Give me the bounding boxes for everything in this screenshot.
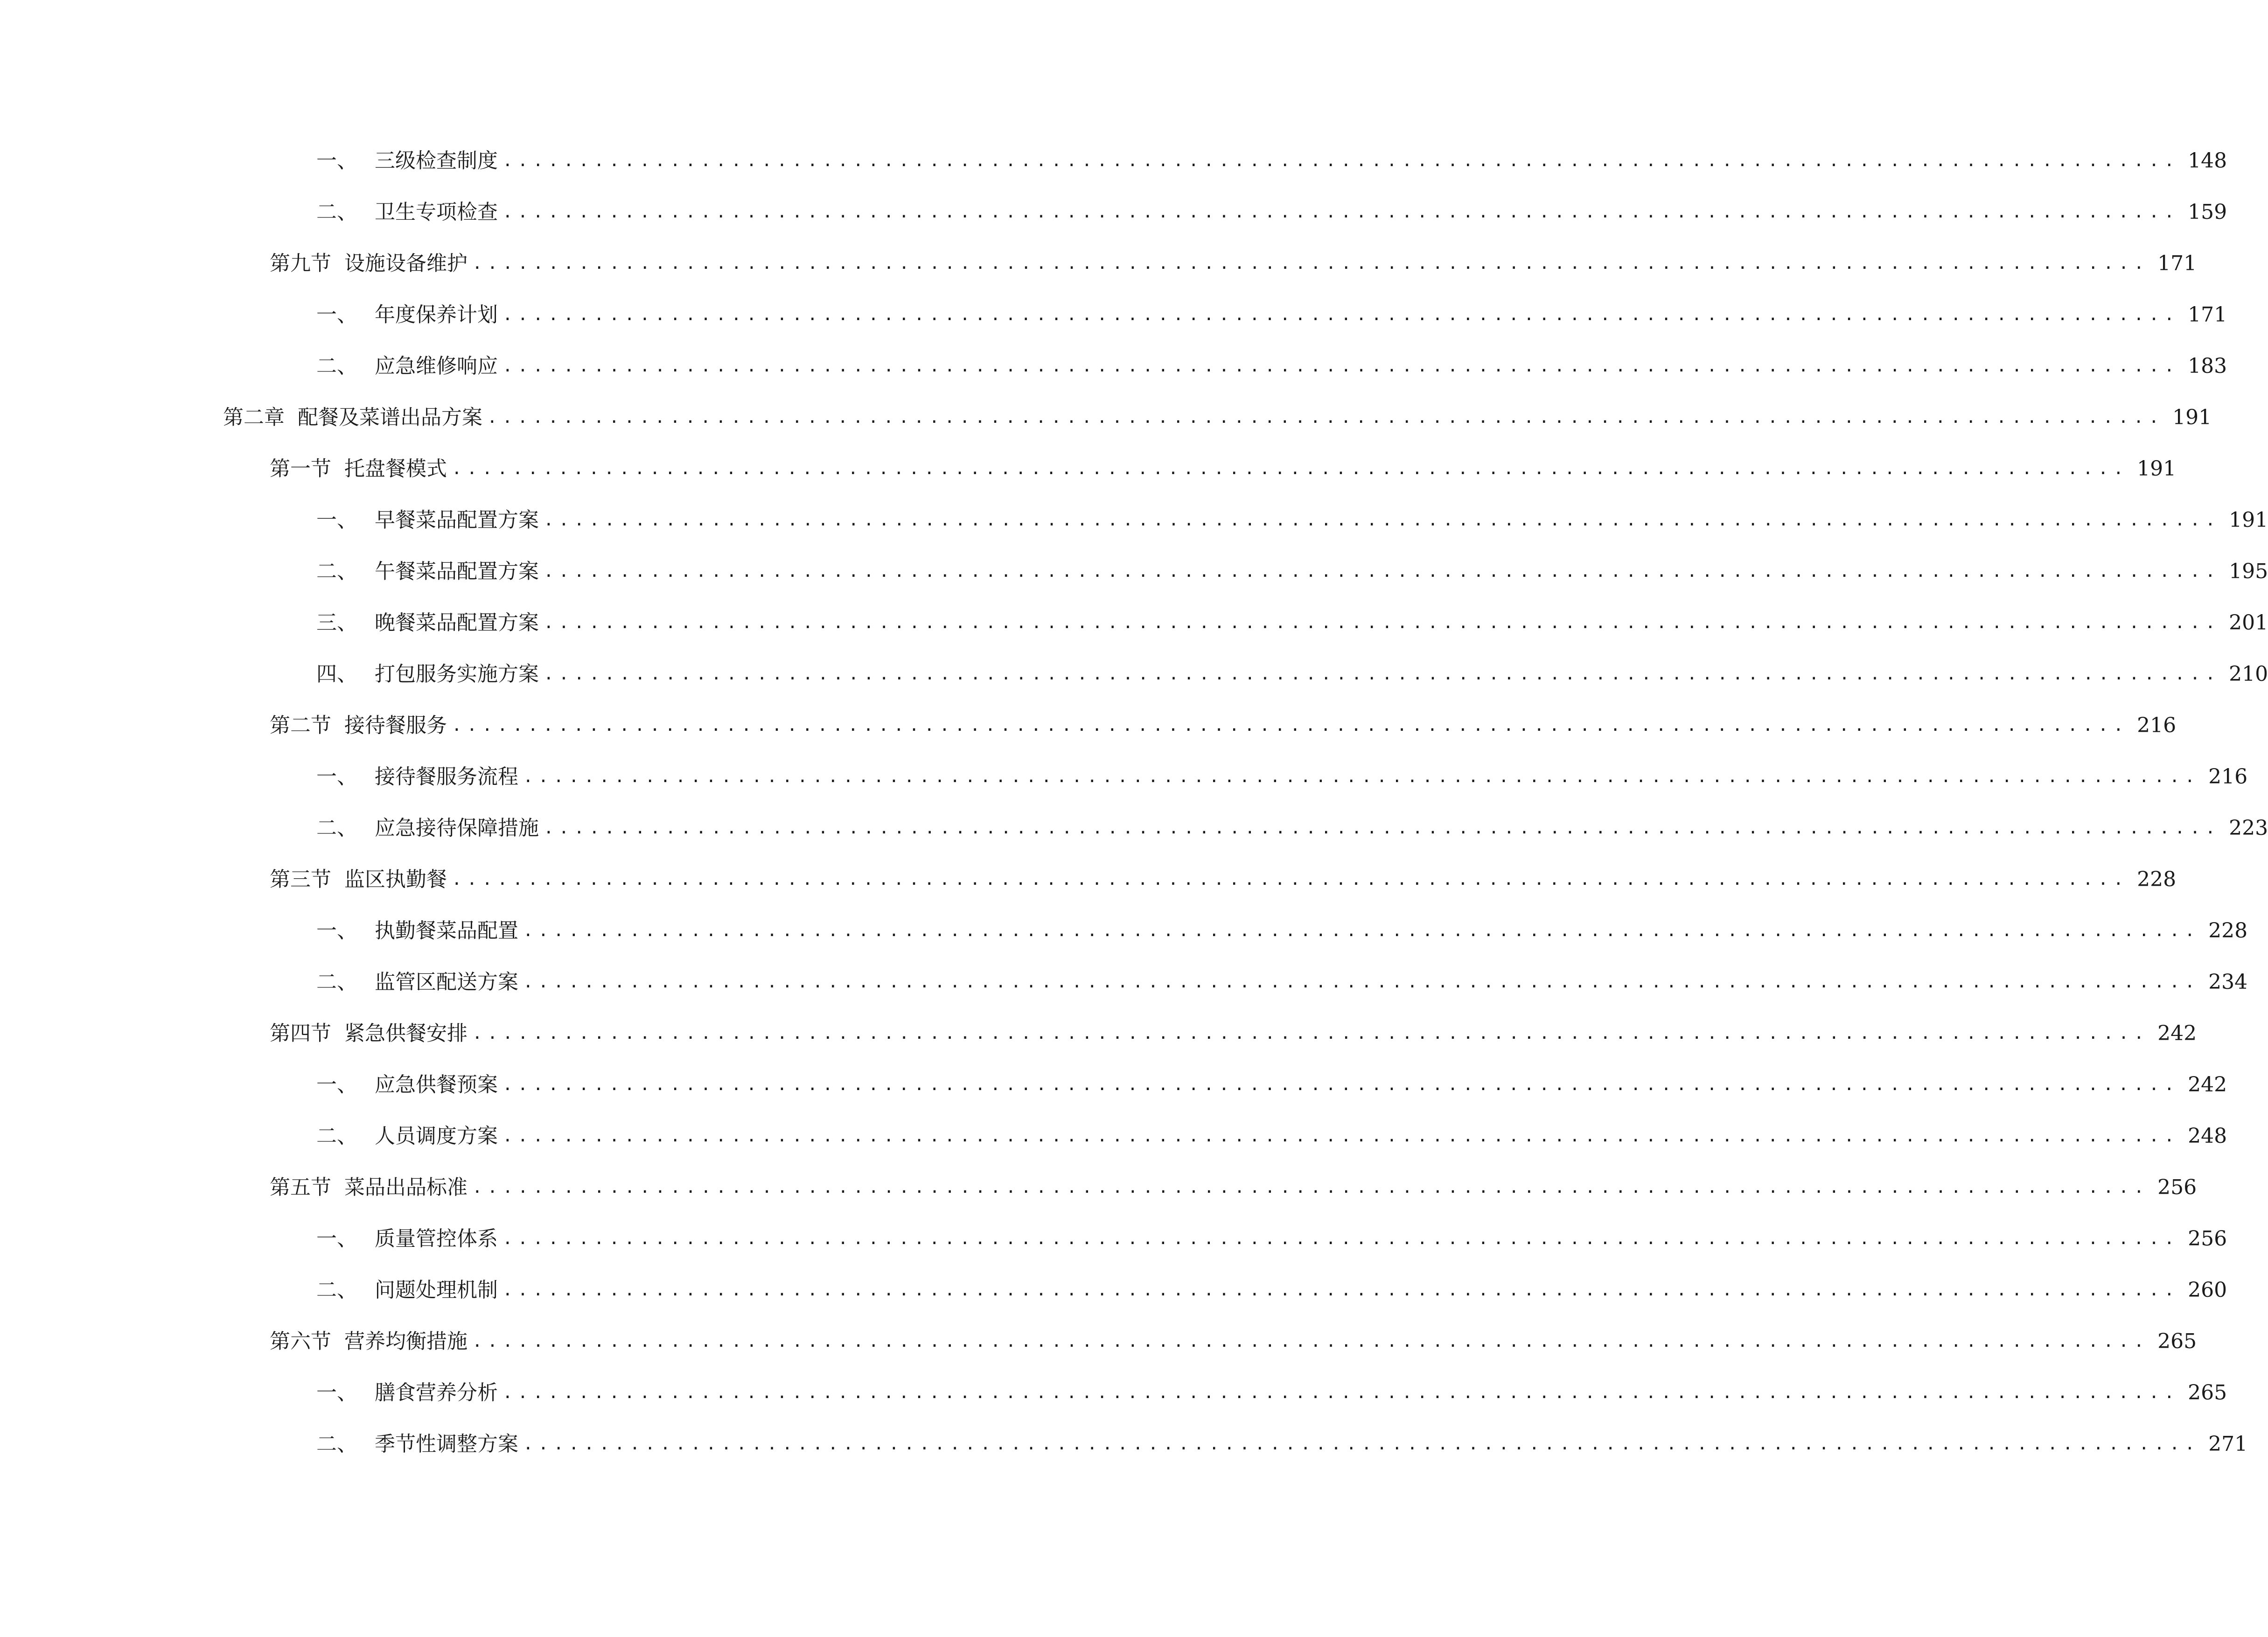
toc-entry-page-number: 242 [2188,1073,2227,1097]
toc-entry-title: 打包服务实施方案 [375,662,539,686]
toc-entry-page-number: 271 [2208,1432,2248,1456]
toc-leader-dots: .............................................................................................................. [544,818,2221,838]
toc-entry-title: 人员调度方案 [375,1124,498,1148]
toc-entry-title: 质量管控体系 [375,1227,498,1251]
toc-entry-label [223,404,482,432]
toc-entry-page-number: 265 [2188,1381,2227,1405]
toc-entry-label [316,814,539,842]
toc-leader-dots: .............................................................................................................. [487,408,2164,427]
toc-leader-dots: .............................................................................................................. [502,1126,2180,1146]
toc-entry[interactable] [0,1213,2227,1265]
toc-leader-dots: .............................................................................................................. [452,870,2129,889]
toc-entry-label [270,250,468,278]
toc-leader-dots: .............................................................................................................. [502,1075,2180,1094]
toc-entry-number: 二、 [316,1278,357,1302]
toc-entry[interactable] [0,1265,2227,1316]
toc-leader-dots: .............................................................................................................. [544,511,2221,530]
toc-entry[interactable] [0,1008,2197,1059]
toc-leader-dots: .............................................................................................................. [502,305,2180,324]
toc-entry-label [316,1122,498,1150]
toc-entry-title: 季节性调整方案 [375,1432,518,1456]
toc-leader-dots: .............................................................................................................. [472,1178,2149,1197]
toc-entry[interactable] [0,649,2268,700]
toc-leader-dots: .............................................................................................................. [544,562,2221,581]
toc-leader-dots: .............................................................................................................. [502,1280,2180,1300]
toc-entry-label [316,147,498,175]
toc-entry[interactable] [0,1367,2227,1419]
toc-entry-title: 菜品出品标准 [344,1175,468,1199]
toc-entry-number: 一、 [316,149,357,173]
toc-leader-dots: .............................................................................................................. [472,1332,2149,1351]
toc-entry-number: 一、 [316,508,357,532]
toc-entry-label [316,1071,498,1099]
toc-entry[interactable] [0,1419,2248,1470]
toc-entry[interactable] [0,135,2227,187]
toc-entry-title: 托盘餐模式 [344,457,447,481]
toc-leader-dots: .............................................................................................................. [472,1024,2149,1043]
toc-entry[interactable] [0,187,2227,238]
toc-entry-title: 三级检查制度 [375,149,498,173]
toc-entry-number: 第六节 [270,1329,331,1353]
toc-entry[interactable] [0,803,2268,854]
toc-entry-title: 配餐及菜谱出品方案 [298,406,482,429]
toc-entry-title: 设施设备维护 [344,252,468,275]
toc-entry-number: 二、 [316,1124,357,1148]
toc-entry-label [316,1225,498,1253]
toc-entry-label [270,1020,468,1048]
toc-entry-number: 二、 [316,200,357,224]
toc-entry-title: 应急维修响应 [375,354,498,378]
toc-entry-number: 二、 [316,1432,357,1456]
toc-leader-dots: .............................................................................................................. [523,767,2200,786]
toc-entry-number: 一、 [316,1227,357,1251]
toc-entry-number: 二、 [316,354,357,378]
toc-entry-number: 第五节 [270,1175,331,1199]
toc-entry-number: 一、 [316,1381,357,1405]
toc-entry[interactable] [0,597,2268,649]
toc-entry[interactable] [0,341,2227,392]
toc-entry[interactable] [0,1111,2227,1162]
toc-entry-number: 一、 [316,303,357,327]
toc-entry-label [316,198,498,226]
toc-leader-dots: .............................................................................................................. [502,1229,2180,1248]
toc-entry[interactable] [0,1162,2197,1213]
toc-entry-label [316,917,518,945]
toc-leader-dots: .............................................................................................................. [523,921,2200,940]
toc-entry-number: 第一节 [270,457,331,481]
toc-entry[interactable] [0,1059,2227,1111]
toc-entry-label [270,866,447,894]
toc-leader-dots: .............................................................................................................. [502,357,2180,376]
toc-entry-page-number: 191 [2137,457,2177,481]
toc-entry-page-number: 148 [2188,149,2227,173]
toc-entry-page-number: 260 [2188,1278,2227,1302]
toc-entry-page-number: 210 [2229,662,2268,686]
toc-leader-dots: .............................................................................................................. [452,716,2129,735]
toc-leader-dots: .............................................................................................................. [544,613,2221,632]
toc-entry-page-number: 256 [2188,1227,2227,1251]
toc-entry[interactable] [0,495,2268,546]
toc-entry-label [316,352,498,380]
toc-entry-number: 二、 [316,970,357,994]
toc-entry-title: 卫生专项检查 [375,200,498,224]
toc-entry[interactable] [0,751,2248,803]
toc-leader-dots: .............................................................................................................. [502,203,2180,222]
toc-entry-label [316,1276,498,1304]
toc-entry-number: 第九节 [270,252,331,275]
toc-entry-page-number: 183 [2188,354,2227,378]
toc-leader-dots: .............................................................................................................. [502,151,2180,170]
toc-entry[interactable] [0,957,2248,1008]
toc-entry-page-number: 228 [2208,919,2248,943]
toc-entry-label [316,660,539,688]
toc-entry-title: 早餐菜品配置方案 [375,508,539,532]
toc-entry-label [316,1379,498,1407]
toc-entry-label [316,763,518,791]
toc-entry-number: 第三节 [270,867,331,891]
toc-entry-label [270,712,447,740]
toc-leader-dots: .............................................................................................................. [544,665,2221,684]
toc-entry-label [316,301,498,329]
toc-entry-number: 四、 [316,662,357,686]
toc-entry-number: 一、 [316,765,357,789]
toc-entry-label [316,558,539,586]
toc-entry-page-number: 191 [2229,508,2268,532]
toc-entry-number: 第四节 [270,1021,331,1045]
toc-leader-dots: .............................................................................................................. [472,254,2149,273]
toc-leader-dots: .............................................................................................................. [452,459,2129,478]
toc-entry-page-number: 216 [2208,765,2248,789]
toc-entry-title: 问题处理机制 [375,1278,498,1302]
toc-entry-number: 二、 [316,560,357,583]
toc-entry-page-number: 242 [2157,1021,2197,1045]
toc-entry-title: 晚餐菜品配置方案 [375,611,539,635]
toc-entry-page-number: 195 [2229,560,2268,583]
toc-entry-page-number: 171 [2157,252,2197,275]
toc-entry[interactable] [0,854,2177,905]
toc-entry-label [270,455,447,483]
toc-entry-page-number: 159 [2188,200,2227,224]
toc-entry-title: 膳食营养分析 [375,1381,498,1405]
toc-entry[interactable] [0,1316,2197,1367]
toc-entry-page-number: 265 [2157,1329,2197,1353]
toc-entry-label [316,609,539,637]
toc-entry-title: 营养均衡措施 [344,1329,468,1353]
toc-entry[interactable] [0,700,2177,751]
toc-leader-dots: .............................................................................................................. [523,1434,2200,1454]
toc-entry-title: 应急接待保障措施 [375,816,539,840]
toc-entry-page-number: 216 [2137,714,2177,737]
toc-entry-label [316,968,518,996]
toc-entry-page-number: 256 [2157,1175,2197,1199]
toc-entry-number: 一、 [316,919,357,943]
toc-entry-page-number: 201 [2229,611,2268,635]
toc-entry-title: 接待餐服务流程 [375,765,518,789]
toc-entry-title: 接待餐服务 [344,714,447,737]
toc-entry-title: 监区执勤餐 [344,867,447,891]
toc-leader-dots: .............................................................................................................. [502,1383,2180,1402]
toc-entry-label [316,506,539,534]
toc-entry-title: 监管区配送方案 [375,970,518,994]
toc-entry-title: 午餐菜品配置方案 [375,560,539,583]
toc-entry-number: 一、 [316,1073,357,1097]
toc-entry-title: 年度保养计划 [375,303,498,327]
toc-entry[interactable] [0,289,2227,341]
toc-entry-number: 第二章 [223,406,285,429]
toc-entry[interactable] [0,392,2212,443]
toc-entry-label [270,1328,468,1356]
toc-entry-title: 执勤餐菜品配置 [375,919,518,943]
toc-entry-page-number: 191 [2172,406,2212,429]
toc-entry-page-number: 248 [2188,1124,2227,1148]
toc-entry-number: 二、 [316,816,357,840]
toc-entry-page-number: 223 [2229,816,2268,840]
toc-entry-title: 紧急供餐安排 [344,1021,468,1045]
toc-entry-number: 第二节 [270,714,331,737]
table-of-contents [0,135,2268,1470]
toc-entry-page-number: 228 [2137,867,2177,891]
toc-entry[interactable] [0,238,2197,289]
toc-entry-page-number: 171 [2188,303,2227,327]
toc-entry-page-number: 234 [2208,970,2248,994]
toc-entry[interactable] [0,443,2177,495]
toc-entry-label [316,1430,518,1458]
toc-entry[interactable] [0,905,2248,957]
toc-entry-number: 三、 [316,611,357,635]
toc-entry-title: 应急供餐预案 [375,1073,498,1097]
toc-leader-dots: .............................................................................................................. [523,972,2200,992]
toc-entry[interactable] [0,546,2268,597]
toc-entry-label [270,1174,468,1202]
